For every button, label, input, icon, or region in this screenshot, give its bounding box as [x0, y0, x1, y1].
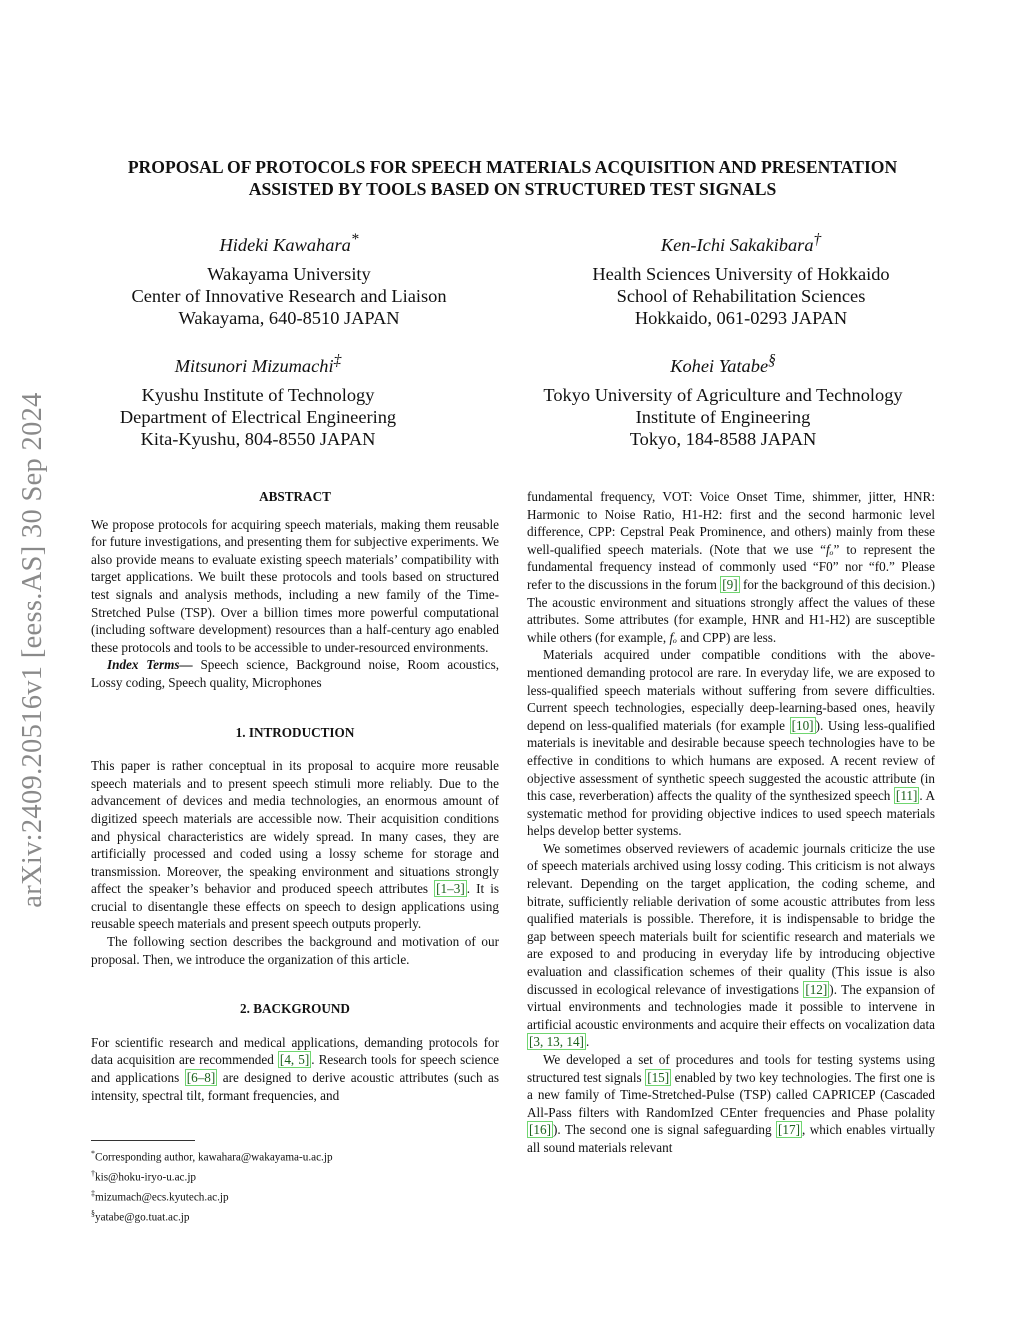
body-paragraph: We sometimes observed reviewers of academic journals criticize the use of speech materials archived using lossy coding. This criticism is not always relevant. Depending on the target application, the coding scheme, and bitrate, sufficiently reliable derivation of some acoustic attributes from less qualified materials is possible. Therefore, it is indispensable to bridge the gap between speech materials built for scientific research and materials we are exposed to and producing in everyday life by introducing objective evaluation and classification schemes of their quality (This issue is also discussed in ecological relevance of investigations [12] ). The expansion of virtual environments and technologies made it possible to intervene in artificial acoustic environments and acquire their effects on vocalization data [3, 13, 14] . [527, 840, 935, 1050]
citation-link[interactable]: [10] [791, 717, 814, 733]
author-block: Kohei Yatabe§ Tokyo University of Agriculture and Technology Institute of Engineering Tokyo, 184-8588 JAPAN [493, 350, 953, 450]
background-paragraph: For scientific research and medical applications, demanding protocols for data acquisition are recommended [4, 5] . Research tools for speech science and applications [6–8] are designed to derive acoustic attributes (such as intensity, spectral tilt, formant frequencies, and [91, 1034, 500, 1103]
background-heading: 2. BACKGROUND [240, 1001, 350, 1017]
paper-title: PROPOSAL OF PROTOCOLS FOR SPEECH MATERIALS ACQUISITION AND PRESENTATION ASSISTED BY TOOLS BASED ON STRUCTURED TEST SIGNALS [127, 157, 898, 199]
index-terms: Index Terms— Speech science, Background noise, Room acoustics, Lossy coding, Speech quality, Microphones [91, 657, 499, 690]
citation-link[interactable]: [11] [895, 788, 918, 804]
abstract-text: We propose protocols for acquiring speech materials, making them reusable for future investigations, and presenting them for subjective experiments. We also provide means to evaluate existing speech materials’ compatibility with target applications. We built these protocols and tools based on structured test signals and analysis methods, including a new family of the Time-Stretched Pulse (TSP). Over a billion times more powerful computational (including software development) resources than a half-century ago enabled these protocols and tools to be accessible to under-resourced environments. [91, 516, 499, 655]
citation-link[interactable]: [15] [647, 1069, 670, 1085]
footnote: †kis@hoku-iryo-u.ac.jp [91, 1168, 197, 1184]
author-block: Hideki Kawahara* Wakayama University Center of Innovative Research and Liaison Wakayama, 640-8510 JAPAN [59, 229, 519, 329]
right-column [527, 488, 935, 1157]
citation-link[interactable]: [12] [805, 981, 828, 997]
author-block: Ken-Ichi Sakakibara† Health Sciences University of Hokkaido School of Rehabilitation Sciences Hokkaido, 061-0293 JAPAN [511, 229, 971, 329]
citation-link[interactable]: [1–3] [436, 881, 465, 897]
affiliation-line: Wakayama, 640-8510 JAPAN [178, 308, 400, 329]
author-name: Ken-Ichi Sakakibara [660, 235, 814, 256]
intro-paragraph: This paper is rather conceptual in its proposal to acquire more reusable speech materials and to present speech stimuli more reliably. Due to the advancement of devices and media technologies, an enormous amount of digitized speech materials are accessible now. Their acquisition conditions and physical characteristics are widely spread. In many cases, they are artificially processed and coded using a lossy scheme for storage and transmission. Moreover, the speaking environment and situations strongly affect the speaker’s behavior and produced speech attributes [1–3] . It is crucial to disentangle these effects on speech to design applications using reusable speech materials and present speech outputs properly. [91, 758, 499, 932]
footnote-rule [91, 1140, 195, 1141]
affiliation-line: Department of Electrical Engineering [119, 407, 397, 428]
affiliation-line: Center of Innovative Research and Liaison [131, 286, 447, 307]
author-block: Mitsunori Mizumachi‡ Kyushu Institute of Technology Department of Electrical Engineering Kita-Kyushu, 804-8550 JAPAN [28, 350, 488, 450]
affiliation-line: Kyushu Institute of Technology [141, 385, 375, 406]
affiliation-line: Wakayama University [207, 264, 371, 285]
footnote: ‡mizumach@ecs.kyutech.ac.jp [91, 1188, 229, 1204]
citation-link[interactable]: [16] [529, 1122, 551, 1138]
intro-paragraph: The following section describes the background and motivation of our proposal. Then, we introduce the organization of this article. [91, 934, 499, 967]
left-column [91, 488, 499, 1104]
citation-link[interactable]: [17] [777, 1122, 800, 1138]
footnotes [91, 1140, 499, 1226]
footnote: §yatabe@go.tuat.ac.jp [91, 1208, 190, 1224]
abstract-heading: ABSTRACT [259, 489, 331, 504]
citation-link[interactable]: [4, 5] [279, 1052, 310, 1068]
affiliation-line: Health Sciences University of Hokkaido [592, 264, 890, 285]
body-paragraph: We developed a set of procedures and tools for testing systems using structured test signals [15] enabled by two key technologies. The first one is a new family of Time-Stretched-Pulse (TSP) called CAPRICEP (Cascaded All-Pass filters with RandomIzed CEnter frequencies and Phase polality [16] ). The second one is signal safeguarding [17] , which enables virtually all sound materials relevant [527, 1052, 935, 1155]
body-paragraph: fundamental frequency, VOT: Voice Onset Time, shimmer, jitter, HNR: Harmonic to Noise Ratio, H1-H2: first and the second harmonic level difference, CPP: Cepstral Peak Prominence, and others) mainly from these well-qualified speech materials. (Note that we use “fₒ” to represent the fundamental frequency instead of commonly used “F0” nor “f0.” Please refer to the discussions in the forum [9] for the background of this decision.) The acoustic environment and situations strongly affect the values of these attributes. Some attributes (for example, HNR and H1-H2) are susceptible while others (for example, fₒ and CPP) are less. [527, 489, 936, 645]
author-name: Kohei Yatabe [670, 356, 769, 377]
affiliation-line: Hokkaido, 061-0293 JAPAN [634, 308, 848, 329]
citation-link[interactable]: [6–8] [186, 1070, 216, 1086]
affiliation-line: Tokyo University of Agriculture and Technology [543, 385, 903, 406]
footnote: *Corresponding author, kawahara@wakayama-u.ac.jp [91, 1149, 333, 1164]
author-name: Mitsunori Mizumachi [174, 356, 334, 377]
affiliation-line: Institute of Engineering [635, 407, 811, 428]
arxiv-identifier: arXiv:2409.20516v1 [eess.AS] 30 Sep 2024 [17, 392, 48, 908]
citation-link[interactable]: [9] [722, 576, 738, 592]
affiliation-line: Tokyo, 184-8588 JAPAN [629, 429, 817, 450]
body-paragraph: Materials acquired under compatible conditions with the above-mentioned demanding protocol are rare. In everyday life, we are exposed to less-qualified speech materials without suffering from severe difficulties. Current speech technologies, especially deep-learning-based ones, heavily depend on less-qualified materials (for example [10] ). Using less-qualified materials is inevitable and desirable because speech technologies have to be effective in conditions to which humans are exposed. A recent review of objective assessment of synthetic speech suggested the acoustic attribute (in this case, reverberation) affects the quality of the synthesized speech [11] . A systematic method for providing objective indices to used speech materials helps develop better systems. [527, 647, 936, 839]
affiliation-line: Kita-Kyushu, 804-8550 JAPAN [140, 429, 376, 450]
citation-link[interactable]: [3, 13, 14] [529, 1034, 584, 1050]
author-name: Hideki Kawahara [219, 235, 351, 256]
intro-heading: 1. INTRODUCTION [235, 724, 355, 740]
affiliation-line: School of Rehabilitation Sciences [616, 286, 866, 307]
